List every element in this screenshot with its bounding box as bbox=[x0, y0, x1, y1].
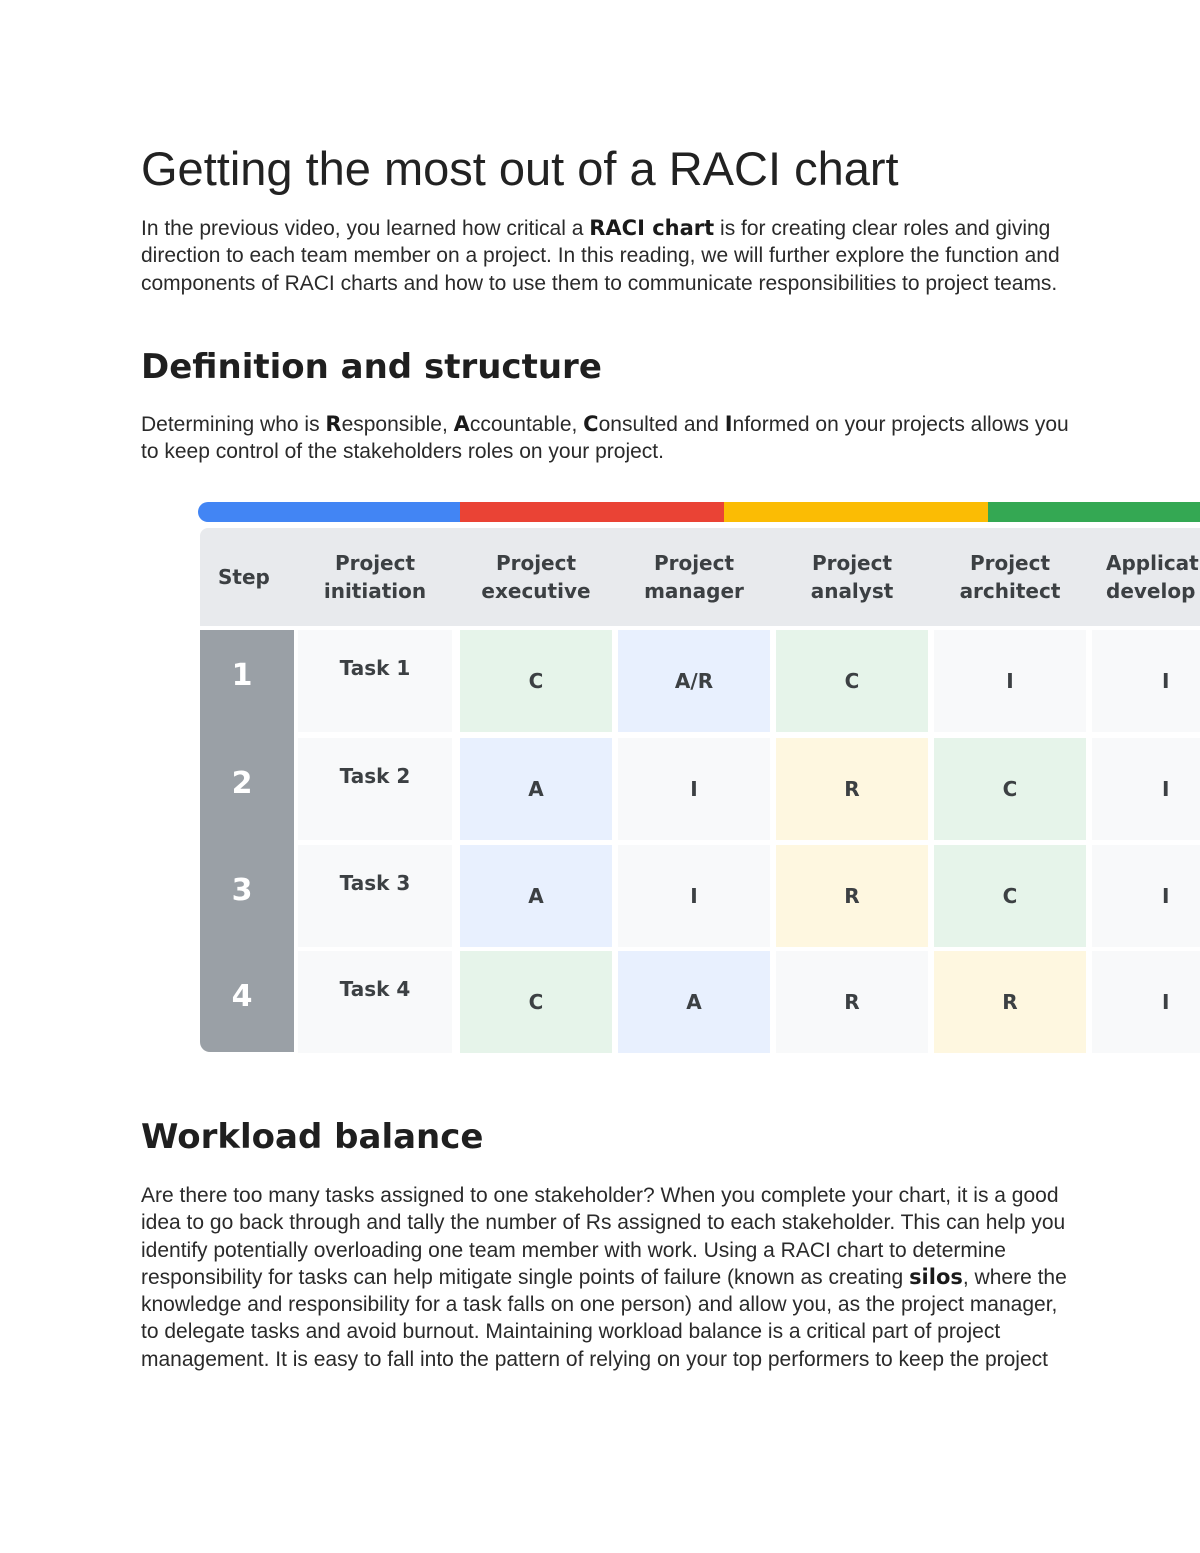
raci-value: I bbox=[690, 884, 698, 908]
section-heading-definition: Definition and structure bbox=[141, 347, 602, 387]
definition-letter-i: I bbox=[724, 412, 733, 436]
header-cell: Project initiation bbox=[323, 551, 427, 603]
raci-value: R bbox=[844, 777, 860, 801]
task-label: Task 2 bbox=[339, 764, 411, 788]
header-cell: Project manager bbox=[644, 551, 744, 603]
step-number: 2 bbox=[231, 766, 253, 801]
raci-value: I bbox=[1162, 990, 1170, 1014]
raci-cell bbox=[934, 630, 1086, 732]
definition-text: ccountable, bbox=[469, 413, 584, 436]
raci-cell bbox=[618, 738, 770, 840]
raci-cell bbox=[460, 630, 612, 732]
raci-cell bbox=[934, 951, 1086, 1053]
raci-value: I bbox=[690, 777, 698, 801]
task-label: Task 3 bbox=[339, 871, 411, 895]
definition-text: esponsible, bbox=[341, 413, 454, 436]
raci-cell bbox=[1092, 951, 1200, 1053]
page-title: Getting the most out of a RACI chart bbox=[141, 142, 899, 195]
header-cell: Project architect bbox=[959, 551, 1061, 603]
raci-value: C bbox=[1002, 884, 1018, 908]
raci-cell bbox=[460, 951, 612, 1053]
raci-value: I bbox=[1162, 669, 1170, 693]
raci-value: I bbox=[1162, 884, 1170, 908]
raci-cell bbox=[776, 738, 928, 840]
raci-cell bbox=[1092, 845, 1200, 947]
raci-cell bbox=[618, 630, 770, 732]
raci-cell bbox=[460, 738, 612, 840]
step-number: 3 bbox=[231, 873, 253, 908]
raci-chart-figure bbox=[198, 502, 1200, 1054]
workload-paragraph bbox=[141, 1182, 1076, 1373]
raci-cell bbox=[934, 845, 1086, 947]
raci-value: C bbox=[844, 669, 860, 693]
raci-cell bbox=[776, 845, 928, 947]
raci-value: A bbox=[528, 777, 544, 801]
header-cell: Applicat develop bbox=[1106, 551, 1199, 603]
header-cell: Step bbox=[218, 565, 270, 589]
raci-cell bbox=[1092, 630, 1200, 732]
task-cell bbox=[298, 845, 452, 947]
definition-text: nformed on your projects allows you to keep control of the stakeholders roles on your project. bbox=[141, 413, 1069, 464]
header-cell: Project executive bbox=[481, 551, 591, 603]
accent-bar-blue bbox=[198, 502, 460, 522]
header-cell: Project analyst bbox=[810, 551, 894, 603]
task-cell bbox=[298, 738, 452, 840]
raci-value: I bbox=[1006, 669, 1014, 693]
raci-cell bbox=[776, 951, 928, 1053]
intro-text-end: is for creating clear roles and giving direction to each team member on a project. In this reading, we will further explore the function and components of RACI charts and how to use them to communicate responsibilities to project teams. bbox=[141, 217, 1060, 295]
task-label: Task 1 bbox=[339, 656, 411, 680]
raci-value: A bbox=[528, 884, 544, 908]
intro-paragraph bbox=[141, 215, 1076, 297]
step-number: 1 bbox=[231, 658, 253, 693]
accent-bar-green bbox=[988, 502, 1200, 522]
workload-bold-term: silos bbox=[909, 1264, 963, 1289]
raci-value: R bbox=[1002, 990, 1018, 1014]
raci-cell bbox=[1092, 738, 1200, 840]
raci-cell bbox=[934, 738, 1086, 840]
workload-text: Are there too many tasks assigned to one stakeholder? When you complete your chart, it is a good idea to go back through and tally the number of Rs assigned to each stakeholder. This can help you identify potentially overloading one team member with work. Using a RACI chart to determine responsibility for tasks can help mitigate single points of failure (known as creating bbox=[141, 1184, 1066, 1289]
raci-value: A bbox=[686, 990, 702, 1014]
raci-value: R bbox=[844, 990, 860, 1014]
section-heading-workload: Workload balance bbox=[141, 1117, 484, 1157]
intro-bold-term: RACI chart bbox=[589, 216, 715, 240]
intro-text-start: In the previous video, you learned how critical a bbox=[141, 217, 590, 240]
raci-value: C bbox=[528, 669, 544, 693]
definition-letter-c: C bbox=[583, 412, 599, 436]
raci-value: I bbox=[1162, 777, 1170, 801]
accent-bar-yellow bbox=[724, 502, 988, 522]
definition-letter-r: R bbox=[325, 412, 342, 436]
definition-text: onsulted and bbox=[598, 413, 725, 436]
step-number: 4 bbox=[231, 979, 253, 1014]
raci-value: C bbox=[1002, 777, 1018, 801]
definition-letter-a: A bbox=[453, 412, 470, 436]
definition-text: Determining who is bbox=[141, 413, 326, 436]
definition-paragraph bbox=[141, 411, 1076, 466]
raci-cell bbox=[460, 845, 612, 947]
raci-cell bbox=[618, 845, 770, 947]
task-cell bbox=[298, 951, 452, 1053]
workload-text: , where the knowledge and responsibility for a task falls on one person) and allow you, as the project manager, to delegate tasks and avoid burnout. Maintaining workload balance is a critical part of project management. It is easy to fall into the pattern of relying on your top performers to keep the project bbox=[141, 1265, 1067, 1371]
raci-value: C bbox=[528, 990, 544, 1014]
task-cell bbox=[298, 630, 452, 732]
raci-cell bbox=[618, 951, 770, 1053]
raci-value: R bbox=[844, 884, 860, 908]
task-label: Task 4 bbox=[339, 977, 411, 1001]
accent-bar-red bbox=[460, 502, 724, 522]
raci-value: A/R bbox=[674, 669, 714, 693]
raci-cell bbox=[776, 630, 928, 732]
